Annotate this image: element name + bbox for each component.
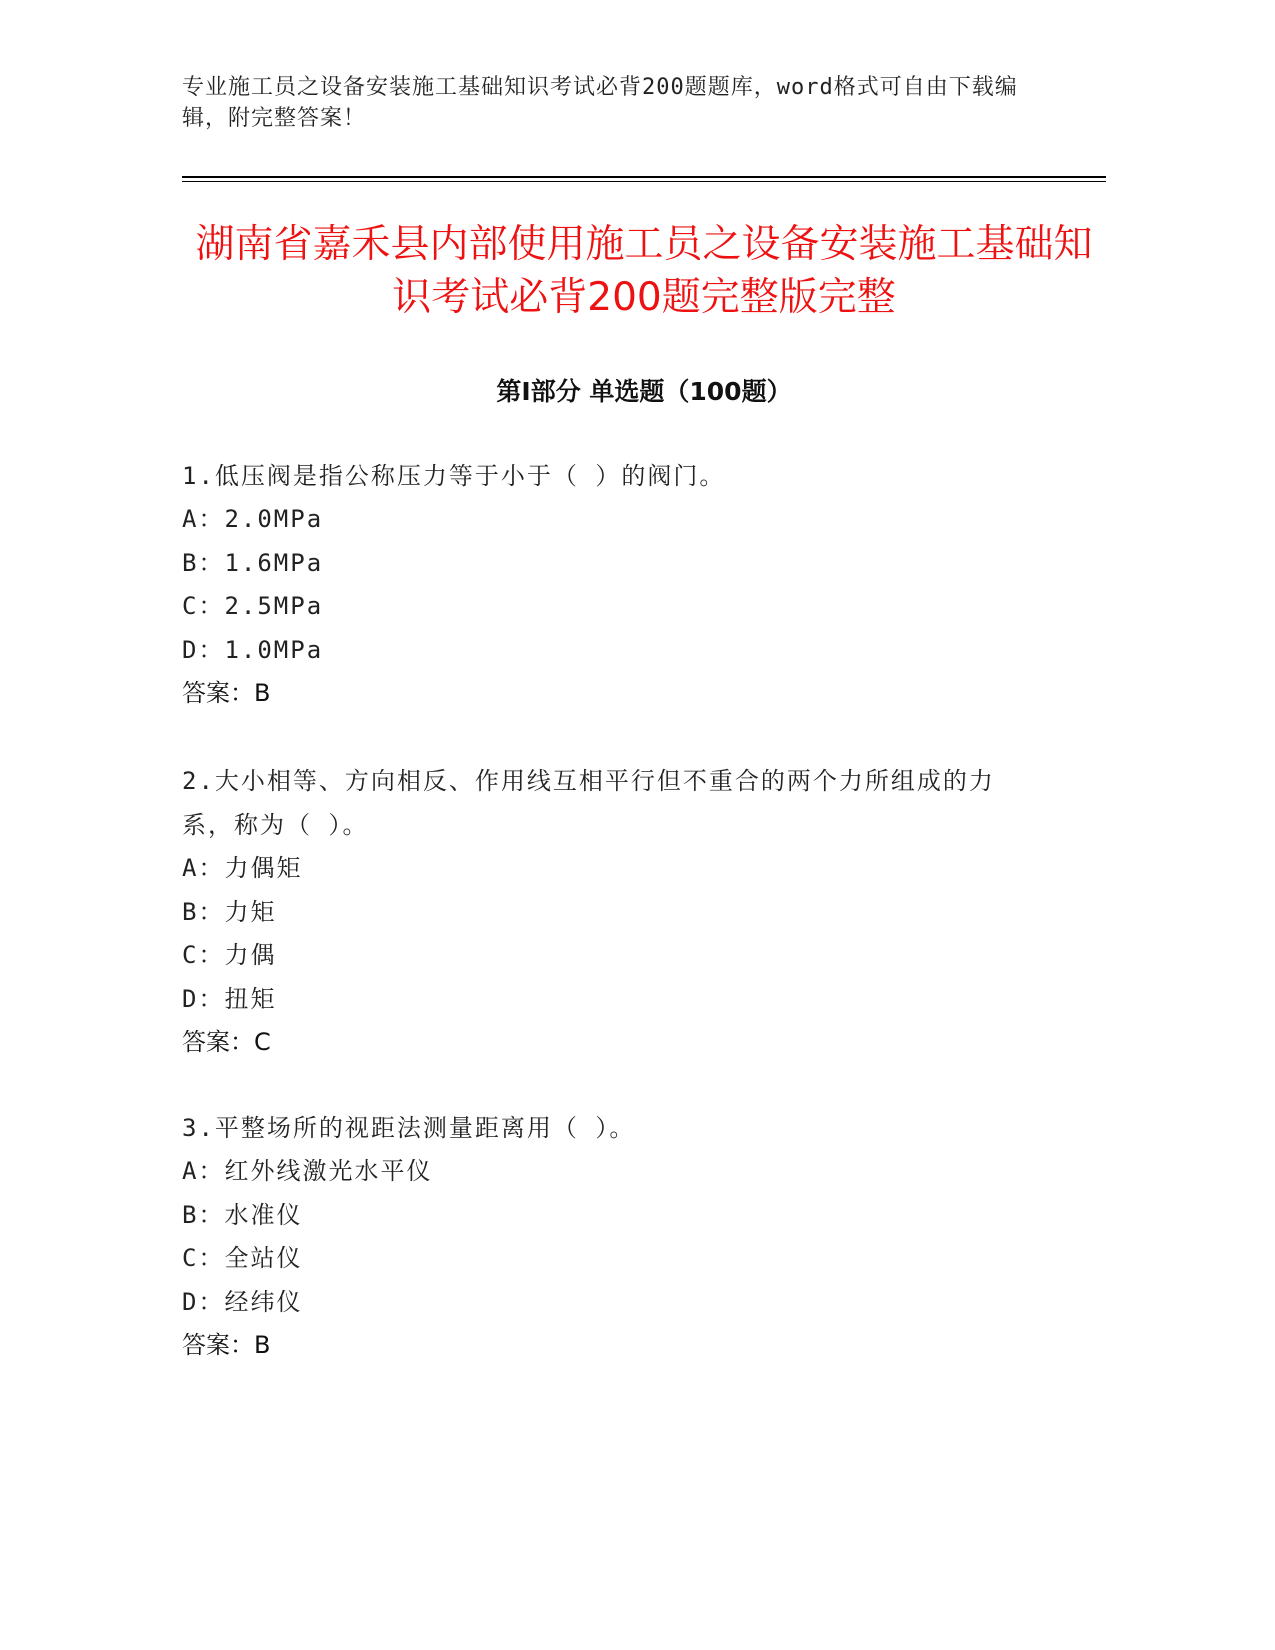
- option-d: D：1.0MPa: [182, 635, 324, 664]
- question-item: [182, 1106, 1042, 1368]
- document-title: 湖南省嘉禾县内部使用施工员之设备安装施工基础知识考试必背200题完整版完整: [195, 222, 1093, 320]
- option-c: C：力偶: [182, 941, 277, 969]
- question-stem: 1.低压阀是指公称压力等于小于（ ）的阀门。: [182, 462, 726, 490]
- option-a: A：红外线激光水平仪: [182, 1157, 433, 1185]
- question-item: [182, 454, 1042, 716]
- answer-line: 答案：B: [182, 1331, 271, 1359]
- answer-line: 答案：B: [182, 679, 271, 707]
- section-title: 第Ⅰ部分 单选题（100题）: [496, 377, 792, 406]
- option-a: A：力偶矩: [182, 854, 303, 882]
- option-b: B：1.6MPa: [182, 548, 324, 577]
- header-note: 专业施工员之设备安装施工基础知识考试必背200题题库，word格式可自由下载编辑，附完整答案！: [182, 75, 1018, 131]
- header-divider-thin: [182, 181, 1106, 182]
- option-c: C：全站仪: [182, 1244, 303, 1272]
- question-stem: 3.平整场所的视距法测量距离用（ ）。: [182, 1114, 636, 1142]
- option-a: A：2.0MPa: [182, 505, 324, 533]
- question-stem: 2.大小相等、方向相反、作用线互相平行但不重合的两个力所组成的力系，称为（ ）。: [182, 767, 995, 839]
- option-d: D：扭矩: [182, 984, 277, 1013]
- option-c: C：2.5MPa: [182, 592, 324, 620]
- option-b: B：力矩: [182, 897, 277, 926]
- option-b: B：水准仪: [182, 1200, 303, 1229]
- option-d: D：经纬仪: [182, 1287, 303, 1316]
- answer-line: 答案：C: [182, 1028, 271, 1056]
- question-item: [182, 759, 1042, 1065]
- header-divider-thick: [182, 176, 1106, 178]
